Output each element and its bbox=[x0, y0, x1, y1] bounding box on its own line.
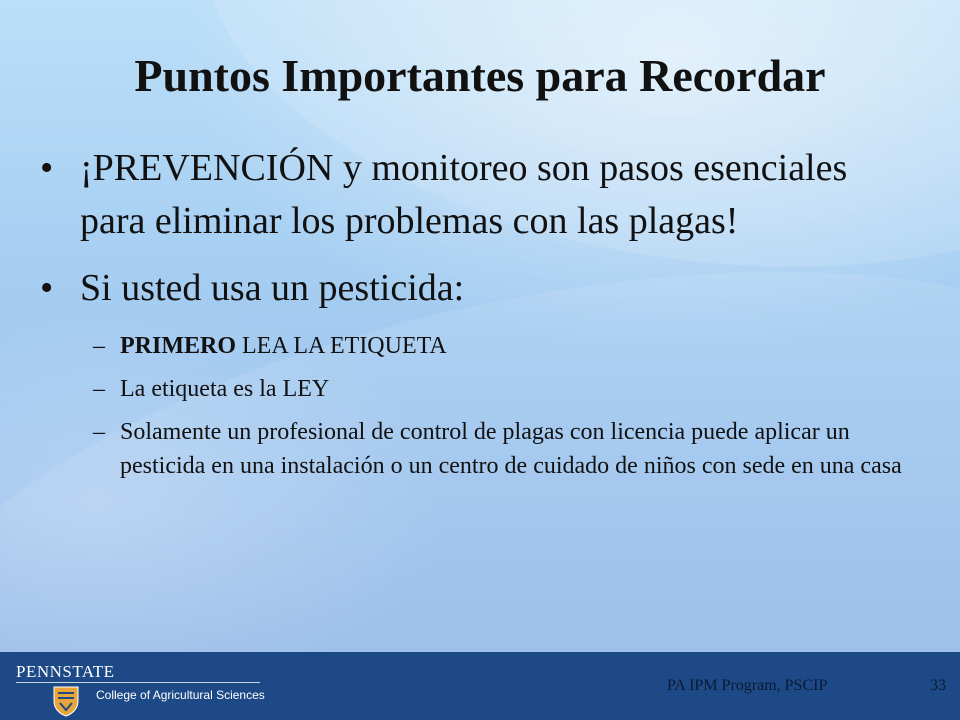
sub-bullet-emphasis: PRIMERO bbox=[120, 333, 236, 359]
footer-credit: PA IPM Program, PSCIP bbox=[667, 677, 828, 694]
sub-bullet-text: Solamente un profesional de control de plagas con licencia puede aplicar un pesticida en una instalación o un centro de cuidado de niños con sede en una casa bbox=[120, 419, 902, 479]
sub-bullet-item bbox=[40, 329, 920, 363]
bullet-list bbox=[40, 142, 920, 492]
penn-state-shield-icon bbox=[52, 685, 80, 717]
bullet-text: Si usted usa un pesticida: bbox=[80, 267, 465, 309]
college-name: College of Agricultural Sciences bbox=[96, 688, 265, 702]
bullet-marker: • bbox=[40, 267, 54, 309]
bullet-text: ¡PREVENCIÓN y monitoreo son pasos esenciales para eliminar los problemas con las plagas! bbox=[80, 147, 848, 242]
sub-bullet-marker: – bbox=[93, 333, 105, 359]
footer-bar bbox=[0, 652, 960, 720]
sub-bullet-item bbox=[40, 415, 920, 483]
bullet-item bbox=[40, 142, 920, 248]
page-number: 33 bbox=[930, 677, 946, 694]
sub-bullet-marker: – bbox=[93, 419, 105, 445]
bullet-item bbox=[40, 262, 920, 315]
sub-bullet-list bbox=[40, 329, 920, 483]
sub-bullet-marker: – bbox=[93, 376, 105, 402]
bullet-marker: • bbox=[40, 147, 54, 189]
sub-bullet-text: La etiqueta es la LEY bbox=[120, 376, 330, 402]
logo-divider bbox=[16, 682, 260, 683]
slide-title: Puntos Importantes para Recordar bbox=[134, 50, 826, 101]
sub-bullet-item bbox=[40, 372, 920, 406]
sub-bullet-text: LEA LA ETIQUETA bbox=[236, 333, 447, 359]
penn-state-logo-text: PENNSTATE bbox=[16, 662, 115, 681]
